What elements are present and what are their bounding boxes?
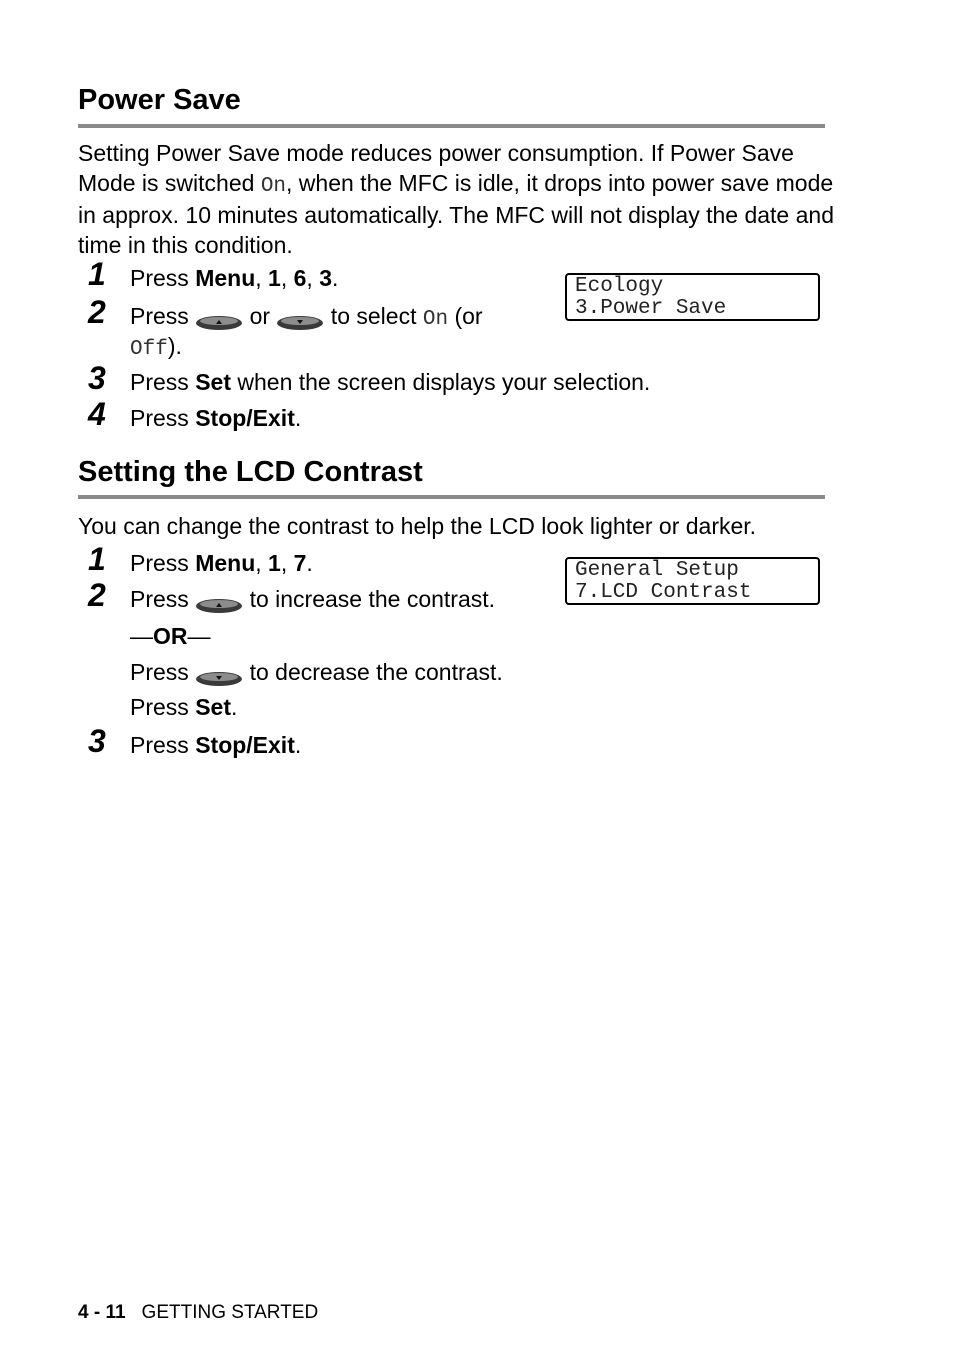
page-footer (78, 1302, 318, 1324)
lcd-line: Ecology (575, 275, 664, 298)
step-text-continued: Off). (130, 333, 182, 361)
lcd-line: 3.Power Save (575, 297, 727, 320)
step-text: Press Stop/Exit. (130, 405, 302, 431)
step-number: 3 (88, 723, 106, 759)
step-text: Press Set. (130, 694, 238, 720)
lcd-display-contrast (565, 557, 820, 605)
step-text: Press Menu, 1, 6, 3. (130, 265, 339, 291)
up-arrow-button-icon (195, 591, 243, 607)
step-number: 3 (88, 360, 106, 396)
section-name: GETTING STARTED (141, 1302, 319, 1323)
step-number: 1 (88, 541, 106, 577)
lcd-contrast-heading: Setting the LCD Contrast (78, 456, 423, 488)
step-number: 2 (88, 577, 106, 613)
down-arrow-button-icon (276, 308, 324, 324)
or-separator: —OR— (130, 623, 211, 649)
step-number: 2 (88, 294, 106, 330)
lcd-line: General Setup (575, 559, 739, 582)
step-text: Press to decrease the contrast. (130, 659, 503, 685)
intro-text: , when the MFC is idle, it drops into power save mode in approx. 10 minutes automatically. The MFC will not display the date and time in this condition. (78, 169, 834, 258)
lcd-line: 7.LCD Contrast (575, 581, 752, 604)
power-save-intro (78, 139, 838, 260)
step-text: Press or to select On (or (130, 303, 483, 331)
page-number: 4 - 11 (78, 1302, 126, 1323)
step-text: Press Set when the screen displays your selection. (130, 369, 651, 395)
step-number: 1 (88, 256, 106, 292)
step-text: Press Menu, 1, 7. (130, 550, 313, 576)
heading-rule (78, 495, 825, 499)
power-save-heading: Power Save (78, 84, 241, 116)
down-arrow-button-icon (195, 664, 243, 680)
intro-text: Setting Power Save mode reduces power consumption. If Power Save Mode is switched (78, 140, 794, 196)
lcd-display-power-save (565, 273, 820, 321)
lcd-contrast-intro: You can change the contrast to help the LCD look lighter or darker. (78, 513, 757, 539)
heading-rule (78, 124, 825, 128)
step-text: Press Stop/Exit. (130, 732, 302, 758)
up-arrow-button-icon (195, 308, 243, 324)
on-value: On (260, 174, 287, 198)
step-text: Press to increase the contrast. (130, 586, 496, 612)
step-number: 4 (88, 396, 106, 432)
